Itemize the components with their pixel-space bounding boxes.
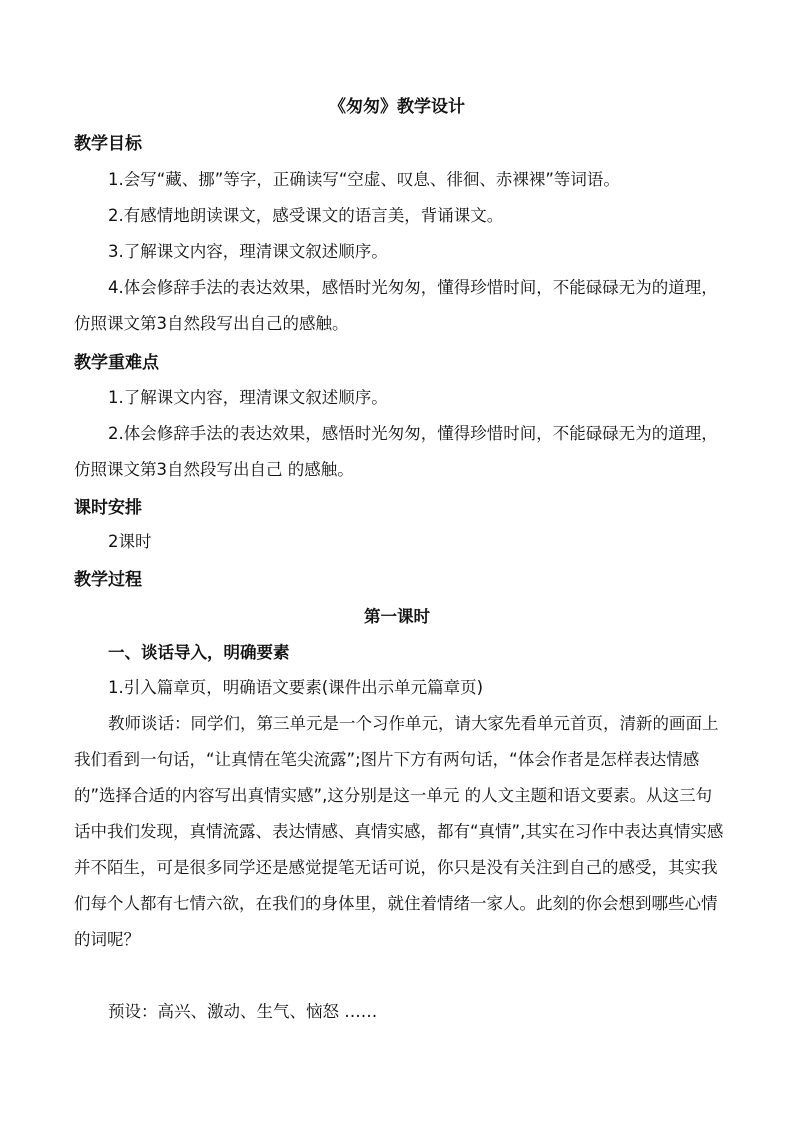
document-title: 《匆匆》教学设计 [329,97,465,117]
key-point-item-1: 1.了解课文内容，理清课文叙述顺序。 [108,388,388,407]
preset-answer: 预设：高兴、激动、生气、恼怒 …… [108,1002,378,1021]
key-point-item-2: 2.体会修辞手法的表达效果，感悟时光匆匆，懂得珍惜时间，不能碌碌无为的道理，仿照课文第3自然段写出自己 的感触。 [74,424,718,479]
teacher-talk-paragraph: 教师谈话：同学们，第三单元是一个习作单元，请大家先看单元首页，清新的画面上我们看到一句话，“让真情在笔尖流露”;图片下方有两句话，“体会作者是怎样表达情感的”选择合适的内容写出真情实感”,这分别是这一单元 的人文主题和语文要素。从这三句话中我们发现，真情流露、表达情感、真情实感，都有“真情”,其实在习作中表达真情实感并不陌生，可是很多同学还是感觉提笔无话可说，你只是没有关注到自己的感受，其实我们每个人都有七情六欲，在我们的身体里，就住着情绪一家人。此刻的你会想到哪些心情的词呢？ [74,714,724,949]
step-1: 1.引入篇章页，明确语文要素(课件出示单元篇章页) [108,678,484,697]
schedule-text: 2课时 [108,532,152,551]
section-heading-goals: 教学目标 [74,134,142,154]
lesson-title: 第一课时 [364,607,430,626]
goal-item-3: 3.了解课文内容，理清课文叙述顺序。 [108,242,388,261]
section-heading-schedule: 课时安排 [74,498,142,518]
section-heading-process: 教学过程 [74,570,142,590]
goal-item-2: 2.有感情地朗读课文，感受课文的语言美，背诵课文。 [108,206,504,225]
part-title: 一、谈话导入，明确要素 [108,643,290,662]
section-heading-key-points: 教学重难点 [74,353,159,373]
goal-item-1: 1.会写“藏、挪”等字，正确读写“空虚、叹息、徘徊、赤裸裸”等词语。 [108,170,620,189]
goal-item-4: 4.体会修辞手法的表达效果，感悟时光匆匆，懂得珍惜时间，不能碌碌无为的道理，仿照课文第3自然段写出自己的感触。 [74,278,718,333]
